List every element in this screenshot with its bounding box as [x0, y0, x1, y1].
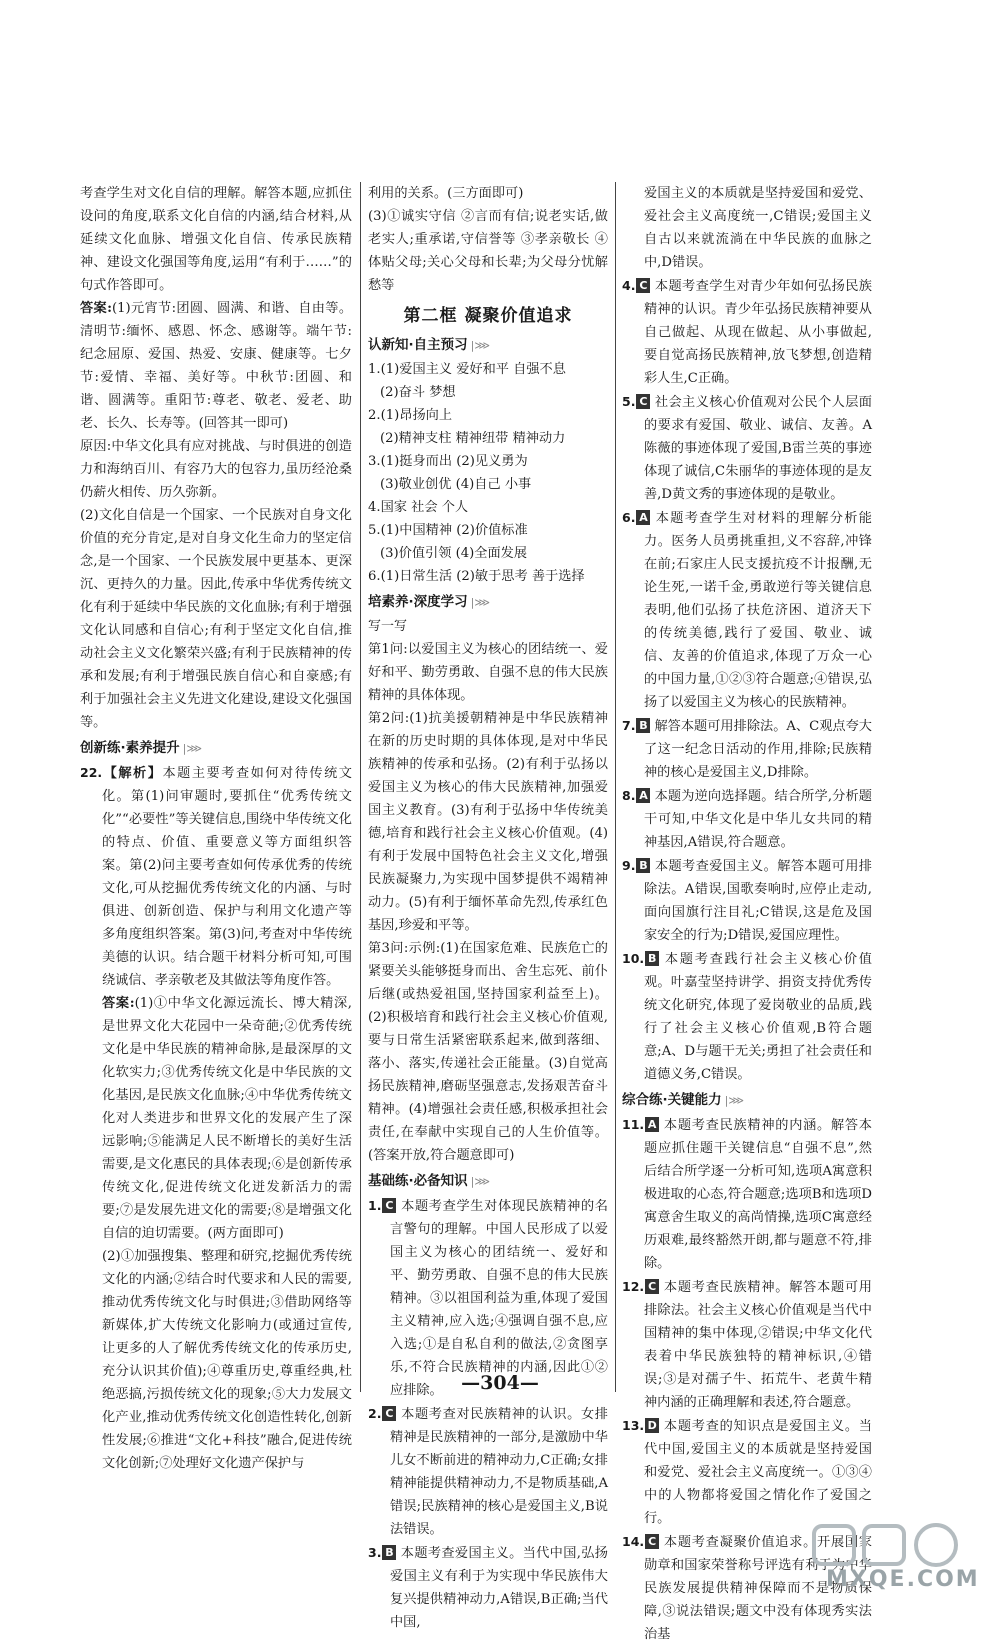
question-text: 本题考查爱国主义。当代中国,弘扬爱国主义有利于为实现中华民族伟大复兴提供精神动力,A错误,B正确;当代中国, [390, 1546, 608, 1630]
answer-box: D [645, 1418, 659, 1433]
section-heading [80, 737, 352, 760]
answer-paragraph: (2)①加强搜集、整理和研究,挖掘优秀传统文化的内涵;②结合时代要求和人民的需要,推动优秀传统文化与时俱进;③借助网络等新媒体,扩大传统文化影响力(或通过宣传,让更多的人了解优秀传统文化的传承历史,充分认识其价值);④尊重历史,尊重经典,杜绝恶搞,污损传统文化的现象;⑤大力发展文化产业,推动优秀传统文化创造性转化,创新性发展;⑥推进“文化+科技”融合,促进传统文化创新;⑦处理好文化遗产保护与 [102, 1249, 352, 1471]
section-heading-text: 基础练·必备知识 [368, 1173, 468, 1189]
section-heading [368, 1170, 608, 1193]
paragraph: (2)文化自信是一个国家、一个民族对自身文化价值的充分肯定,是对自身文化生命力的坚定信念,是一个国家、一个民族发展中更基本、更深沉、更持久的力量。因此,传承中华优秀传统文化有利于延续中华民族的文化血脉;有利于增强文化认同感和自信心;有利于坚定文化自信,推动社会主义文化繁荣兴盛;有利于民族精神的传承和发展;有利于增强民族自信心和自豪感;有利于加强社会主义先进文化建设,建设文化强国等。 [80, 508, 352, 730]
question-number: 13. [622, 1418, 645, 1433]
question-text: 社会主义核心价值观对公民个人层面的要求有爱国、敬业、诚信、友善。A陈薇的事迹体现了爱国,B雷兰英的事迹体现了诚信,C朱丽华的事迹体现的是友善,D黄文秀的事迹体现的是敬业。 [644, 395, 872, 502]
question-1 [368, 1194, 608, 1402]
question-4 [622, 274, 872, 390]
arrow-icon: |⋙ [470, 339, 490, 352]
answer-box: C [636, 394, 650, 409]
question-number: 14. [622, 1534, 645, 1549]
question-6 [622, 506, 872, 714]
paragraph: 第3问:示例:(1)在国家危难、民族危亡的紧要关头能够挺身而出、舍生忘死、前仆后继(或热爱祖国,坚持国家利益至上)。(2)积极培育和践行社会主义核心价值观,要与日常生活紧密联系起来,做到落细、落小、落实,传递社会正能量。(3)自觉高扬民族精神,磨砺坚强意志,发扬艰苦奋斗精神。(4)增强社会责任感,积极承担社会责任,在奉献中实现自己的人生价值等。(答案开放,符合题意即可) [368, 941, 608, 1163]
question-text: 本题考查学生对材料的理解分析能力。医务人员勇挑重担,义不容辞,冲锋在前;石家庄人民支援抗疫不计报酬,无论生死,一诺千金,勇敢逆行等关键信息表明,他们弘扬了扶危济困、道济天下的传统美德,践行了爱国、敬业、诚信、友善的价值追求,体现了万众一心的中国力量,①②③符合题意;④错误,弘扬了以爱国主义为核心的民族精神。 [644, 511, 872, 710]
question-3 [368, 1541, 608, 1634]
paragraph: 利用的关系。(三方面即可) [368, 186, 524, 201]
answer-box: A [636, 510, 650, 525]
answer-box: B [636, 718, 650, 733]
section-heading [622, 1089, 872, 1112]
question-number: 9. [622, 858, 636, 873]
section-heading [368, 591, 608, 614]
analysis-label: 【解析】 [102, 766, 163, 781]
lesson-title: 第二框 凝聚价值追求 [403, 306, 573, 326]
question-9 [622, 854, 872, 947]
answer-box: C [382, 1406, 396, 1421]
question-number: 1. [368, 1198, 382, 1213]
answer-label: 答案: [102, 996, 135, 1011]
question-text: 本题考查凝聚价值追求。开展国家勋章和国家荣誉称号评选有利于为中华民族发展提供精神保障而不是物质保障,③说法错误;题文中没有体现秀实法治基 [644, 1535, 872, 1642]
question-text: 本题主要考查如何对待传统文化。第(1)问审题时,要抓住“优秀传统文化”“必要性”等关键信息,围绕中华传统文化的特点、价值、重要意义等方面组织答案。第(2)问主要考查如何传承优秀的传统文化,可从挖掘优秀传统文化的内涵、与时俱进、创新创造、保护与利用文化遗产等多角度组织答案。第(3)问,考查对中华传统美德的认识。结合题干材料分析可知,可围绕诚信、孝亲敬老及其做法等角度作答。 [102, 766, 352, 988]
answer-text: (1)元宵节:团圆、圆满、和谐、自由等。清明节:缅怀、感恩、怀念、感谢等。端午节:纪念屈原、爱国、热爱、安康、健康等。七夕节:爱情、幸福、美好等。中秋节:团圆、和谐、圆满等。重阳节:尊老、敬老、爱老、助老、长久、长寿等。(回答其一即可) [80, 301, 353, 431]
answer-paragraph [80, 992, 352, 1245]
question-number: 6. [622, 510, 636, 525]
preview-answer-line: (2)奋斗 梦想 [380, 385, 456, 400]
preview-answer-line: (3)敬业创优 (4)自己 小事 [380, 477, 532, 492]
question-text: 本题考查对民族精神的认识。女排精神是民族精神的一部分,是激励中华儿女不断前进的精神动力,C正确;女排精神能提供精神动力,不是物质基础,A错误;民族精神的核心是爱国主义,B说法错误。 [390, 1407, 608, 1537]
question-22 [80, 761, 352, 992]
answer-box: B [645, 951, 659, 966]
arrow-icon: |⋙ [182, 742, 202, 755]
question-text: 本题考查民族精神的内涵。解答本题应抓住题干关键信息“自强不息”,然后结合所学逐一分析可知,选项A寓意积极进取的心态,符合题意;选项B和选项D寓意舍生取义的高尚情操,选项C寓意经历艰难,最终豁然开朗,都与题意不符,排除。 [644, 1118, 872, 1271]
answer-box: C [382, 1198, 396, 1213]
section-heading-text: 认新知·自主预习 [368, 337, 468, 353]
section-heading-text: 创新练·素养提升 [80, 740, 180, 756]
question-5 [622, 390, 872, 506]
paragraph: (3)①诚实守信 ②言而有信;说老实话,做老实人;重承诺,守信誉等 ③孝亲敬长 ④体贴父母;关心父母和长辈;为父母分忧解愁等 [368, 209, 608, 293]
question-text: 本题考查学生对青少年如何弘扬民族精神的认识。青少年弘扬民族精神要从自己做起、从现在做起、从小事做起,要自觉高扬民族精神,放飞梦想,创造精彩人生,C正确。 [644, 279, 872, 386]
answer-paragraph [80, 297, 352, 435]
question-13 [622, 1414, 872, 1530]
preview-answer-line: 1.(1)爱国主义 爱好和平 自强不息 [368, 362, 566, 377]
question-7 [622, 714, 872, 784]
column-divider [360, 182, 361, 1392]
preview-answer-line: 6.(1)日常生活 (2)敏于思考 善于选择 [368, 569, 585, 584]
paragraph: 第2问:(1)抗美援朝精神是中华民族精神在新的历史时期的具体体现,是对中华民族精神的传承和弘扬。(2)有利于弘扬以爱国主义为核心的伟大民族精神,加强爱国主义教育。(3)有利于弘扬中华传统美德,培育和践行社会主义核心价值观。(4)有利于发展中国特色社会主义文化,增强民族凝聚力,为实现中国梦提供不竭精神动力。(5)有利于缅怀革命先烈,传承红色基因,珍爱和平等。 [368, 711, 608, 933]
paragraph: 爱国主义的本质就是坚持爱国和爱党、爱社会主义高度统一,C错误;爱国主义自古以来就流淌在中华民族的血脉之中,D错误。 [644, 186, 872, 270]
preview-answer-line: (3)价值引领 (4)全面发展 [380, 546, 528, 561]
section-heading-text: 综合练·关键能力 [622, 1092, 722, 1108]
column-left [80, 182, 352, 1475]
question-number: 10. [622, 951, 645, 966]
question-10 [622, 947, 872, 1086]
paragraph: 第1问:以爱国主义为核心的团结统一、爱好和平、勤劳勇敢、自强不息的伟大民族精神的具体体现。 [368, 642, 608, 703]
answer-box: C [636, 278, 650, 293]
question-number: 3. [368, 1545, 382, 1560]
column-right [622, 182, 872, 1646]
question-11 [622, 1113, 872, 1275]
answer-box: C [645, 1534, 659, 1549]
question-text: 本题考查的知识点是爱国主义。当代中国,爱国主义的本质就是坚持爱国和爱党、爱社会主义高度统一。①③④中的人物都将爱国之情化作了爱国之行。 [644, 1419, 872, 1526]
question-number: 5. [622, 394, 636, 409]
preview-answer-line: 5.(1)中国精神 (2)价值标准 [368, 523, 528, 538]
question-text: 本题考查践行社会主义核心价值观。叶嘉莹坚持讲学、捐资支持优秀传统文化研究,体现了爱岗敬业的品质,践行了社会主义核心价值观,B符合题意;A、D与题干无关;勇担了社会责任和道德义务,C错误。 [644, 952, 872, 1082]
section-heading-text: 培素养·深度学习 [368, 594, 468, 610]
question-2 [368, 1402, 608, 1541]
answer-box: C [645, 1279, 659, 1294]
question-text: 本题考查爱国主义。解答本题可用排除法。A错误,国歌奏响时,应停止走动,面向国旗行注目礼;C错误,这是危及国家安全的行为;D错误,爱国应理性。 [644, 859, 872, 943]
question-number: 22. [80, 765, 103, 780]
column-divider [615, 182, 616, 1392]
preview-answer-list [368, 358, 608, 588]
arrow-icon: |⋙ [724, 1094, 744, 1107]
subheading: 写一写 [368, 619, 408, 634]
question-text: 本题考查学生对体现民族精神的名言警句的理解。中国人民形成了以爱国主义为核心的团结统一、爱好和平、勤劳勇敢、自强不息的伟大民族精神。③以祖国利益为重,体现了爱国主义精神,应入选;④强调自强不息,应入选;①是自私自利的做法,②贪图享乐,不符合民族精神的内涵,因此①②应排除。 [390, 1199, 608, 1398]
page-number: —304— [461, 1372, 539, 1394]
question-number: 2. [368, 1406, 382, 1421]
preview-answer-line: (2)精神支柱 精神纽带 精神动力 [380, 431, 566, 446]
arrow-icon: |⋙ [470, 596, 490, 609]
question-number: 8. [622, 788, 636, 803]
preview-answer-line: 4.国家 社会 个人 [368, 500, 469, 515]
question-text: 本题为逆向选择题。结合所学,分析题干可知,中华文化是中华儿女共同的精神基因,A错误,符合题意。 [644, 789, 872, 850]
paragraph: 考查学生对文化自信的理解。解答本题,应抓住设问的角度,联系文化自信的内涵,结合材料,从延续文化血脉、增强文化自信、传承民族精神、建设文化强国等角度,运用“有利于……”的句式作答即可。 [80, 186, 352, 293]
section-heading [368, 334, 608, 357]
question-text: 解答本题可用排除法。A、C观点夸大了这一纪念日活动的作用,排除;民族精神的核心是爱国主义,D排除。 [644, 719, 872, 780]
question-number: 7. [622, 718, 636, 733]
question-text: 本题考查民族精神。解答本题可用排除法。社会主义核心价值观是当代中国精神的集中体现,②错误;中华文化代表着中华民族独特的精神标识,④错误;③是对孺子牛、拓荒牛、老黄牛精神内涵的正确理解和表述,符合题意。 [644, 1280, 872, 1410]
answer-box: B [382, 1545, 396, 1560]
question-number: 12. [622, 1279, 645, 1294]
paragraph: 原因:中华文化具有应对挑战、与时俱进的创造力和海纳百川、有容乃大的包容力,虽历经沧桑仍薪火相传、历久弥新。 [80, 439, 352, 500]
answer-label: 答案: [80, 301, 112, 316]
column-middle [368, 182, 608, 1634]
question-8 [622, 784, 872, 854]
arrow-icon: |⋙ [470, 1175, 490, 1188]
preview-answer-line: 3.(1)挺身而出 (2)见义勇为 [368, 454, 528, 469]
question-number: 4. [622, 278, 636, 293]
answer-text: (1)①中华文化源远流长、博大精深,是世界文化大花园中一朵奇葩;②优秀传统文化是中华民族的精神命脉,是最深厚的文化软实力;③优秀传统文化是中华民族的文化基因,是民族文化血脉;④中华优秀传统文化对人类进步和世界文化的发展产生了深远影响;⑤能满足人民不断增长的美好生活需要,是文化惠民的具体表现;⑥是创新传承传统文化,促进传统文化迸发新活力的需要;⑦是发展先进文化的需要;⑧是增强文化自信的迫切需要。(两方面即可) [102, 996, 353, 1241]
answer-box: A [645, 1117, 659, 1132]
question-number: 11. [622, 1117, 645, 1132]
answer-box: A [636, 788, 650, 803]
preview-answer-line: 2.(1)昂扬向上 [368, 408, 453, 423]
answer-box: B [636, 858, 650, 873]
watermark-text: MXQE.COM [826, 1567, 980, 1592]
